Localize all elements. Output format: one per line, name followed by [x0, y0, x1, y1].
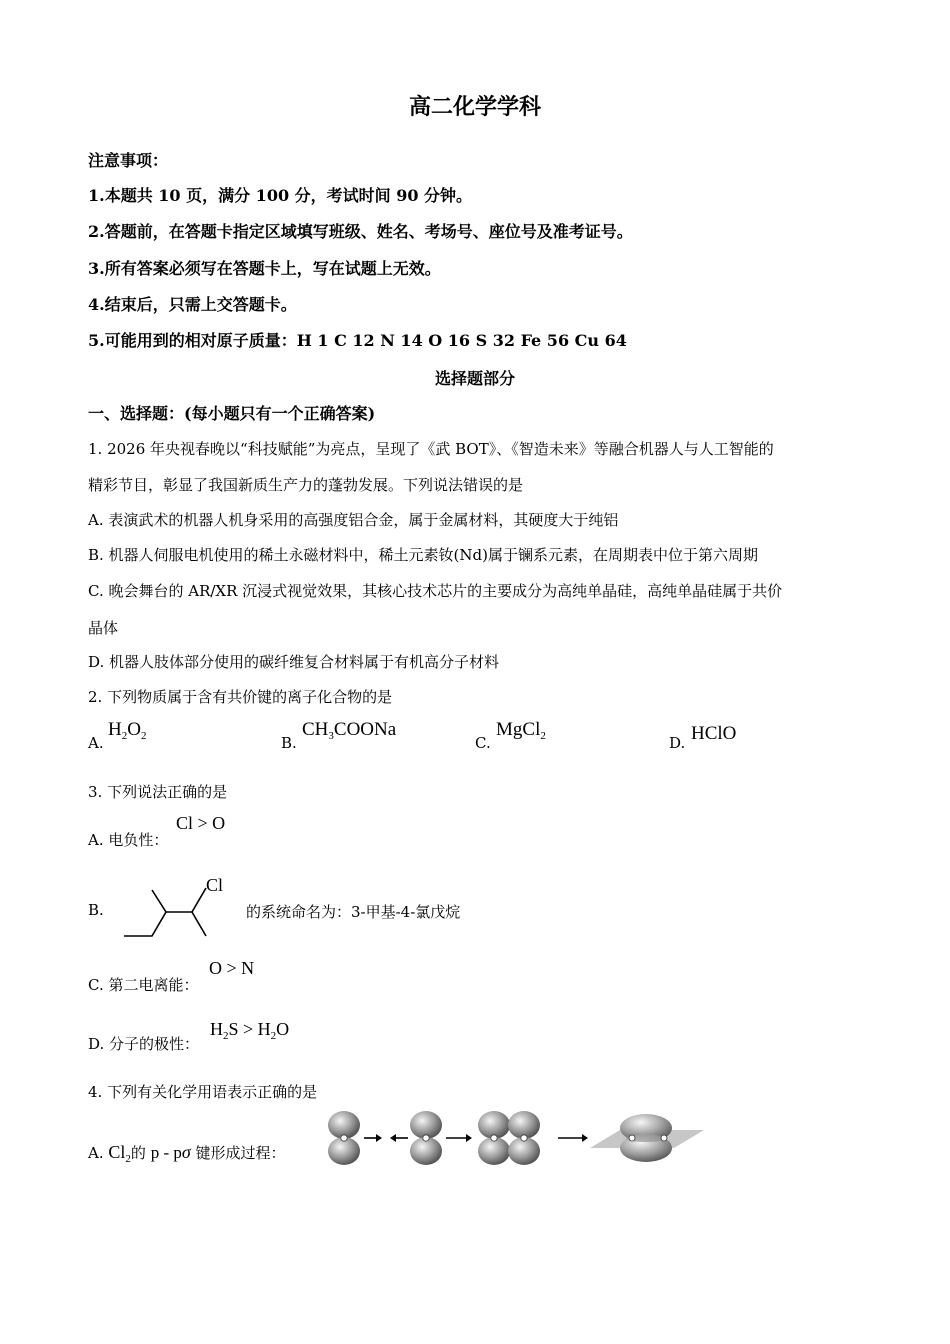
section-title: 选择题部分: [434, 369, 515, 388]
arrow-right-icon: [558, 1134, 588, 1142]
q2-stem: 2. 下列物质属于含有共价键的离子化合物的是: [88, 688, 393, 706]
q3-option-d-formula: $H_2S > H_2O$: [210, 1019, 290, 1042]
notice-heading: 注意事项：: [88, 151, 169, 170]
notice-item-2: 2.答题前，在答题卡指定区域填写班级、姓名、考场号、座位号及准考证号。: [88, 222, 633, 241]
q1-option-a: A. 表演武术的机器人机身采用的高强度铝合金，属于金属材料，其硬度大于纯铝: [88, 511, 619, 529]
q1-option-d: D. 机器人肢体部分使用的碳纤维复合材料属于有机高分子材料: [88, 653, 500, 671]
q4-option-a: A. $Cl_2$的 p - pσ 键形成过程：: [88, 1142, 286, 1165]
notice-item-5: 5.可能用到的相对原子质量：H 1 C 12 N 14 O 16 S 32 Fe 56 Cu 64: [88, 331, 627, 350]
q3-option-a-label: A. 电负性：: [88, 831, 169, 849]
chain-bond-right: [166, 912, 206, 936]
pi-bond-orbital: [620, 1114, 672, 1162]
notice-item-3: 3.所有答案必须写在答题卡上，写在试题上无效。: [88, 259, 441, 278]
q2-label-b: B.: [281, 734, 297, 752]
notice-item-4: 4.结束后，只需上交答题卡。: [88, 295, 297, 314]
q3-stem: 3. 下列说法正确的是: [88, 783, 228, 801]
pp-sigma-orbital-diagram: [320, 1106, 710, 1172]
q3-option-d-label: D. 分子的极性：: [88, 1035, 200, 1053]
q2-label-a: A.: [88, 734, 104, 752]
q3-skeletal-structure: [118, 870, 236, 942]
q2-label-d: D.: [669, 734, 686, 752]
exam-title: 高二化学学科: [408, 94, 541, 120]
q2-label-c: C.: [475, 734, 491, 752]
arrow-left-icon: [390, 1134, 408, 1142]
q2-formula-c: MgCl$_2$: [496, 719, 546, 742]
q1-option-c-line1: C. 晚会舞台的 AR/XR 沉浸式视觉效果，其核心技术芯片的主要成分为高纯单晶硅，高纯单晶硅属于共价: [88, 582, 783, 600]
q4-stem: 4. 下列有关化学用语表示正确的是: [88, 1083, 318, 1101]
chlorine-label: Cl: [206, 875, 224, 895]
part-title: 一、选择题：(每小题只有一个正确答案): [88, 404, 376, 423]
p-orbital-2: [410, 1111, 442, 1165]
q3-option-c-label: C. 第二电离能：: [88, 976, 199, 994]
arrow-right-icon: [364, 1134, 382, 1142]
cl-bond: [192, 888, 206, 912]
q2-formula-b: $CH_3COONa$: [302, 719, 397, 742]
q3-option-c-formula: O > N: [209, 958, 255, 978]
chain-bond-left: [124, 890, 166, 936]
p-orbital-1: [328, 1111, 360, 1165]
overlapping-p-orbitals: [478, 1111, 540, 1165]
q3-option-a-formula: Cl > O: [176, 813, 226, 833]
q4-formula-cl2: $Cl_2$: [108, 1142, 131, 1165]
q3-option-b-label: B.: [88, 901, 104, 919]
q1-option-c-line2: 晶体: [88, 619, 119, 637]
q1-stem-line2: 精彩节目，彰显了我国新质生产力的蓬勃发展。下列说法错误的是: [88, 476, 524, 494]
q1-option-b: B. 机器人伺服电机使用的稀土永磁材料中，稀土元素钕(Nd)属于镧系元素，在周期表中位于第六周期: [88, 546, 758, 564]
q2-formula-d: HClO: [691, 723, 737, 744]
q3-option-b-text: 的系统命名为：3-甲基-4-氯戊烷: [246, 903, 461, 921]
arrow-right-icon: [446, 1134, 472, 1142]
q1-stem-line1: 1. 2026 年央视春晚以“科技赋能”为亮点，呈现了《武 BOT》、《智造未来》等融合机器人与人工智能的: [88, 440, 774, 458]
notice-item-1: 1.本题共 10 页，满分 100 分，考试时间 90 分钟。: [88, 186, 473, 205]
q2-formula-a: $H_2O_2$: [108, 719, 147, 742]
